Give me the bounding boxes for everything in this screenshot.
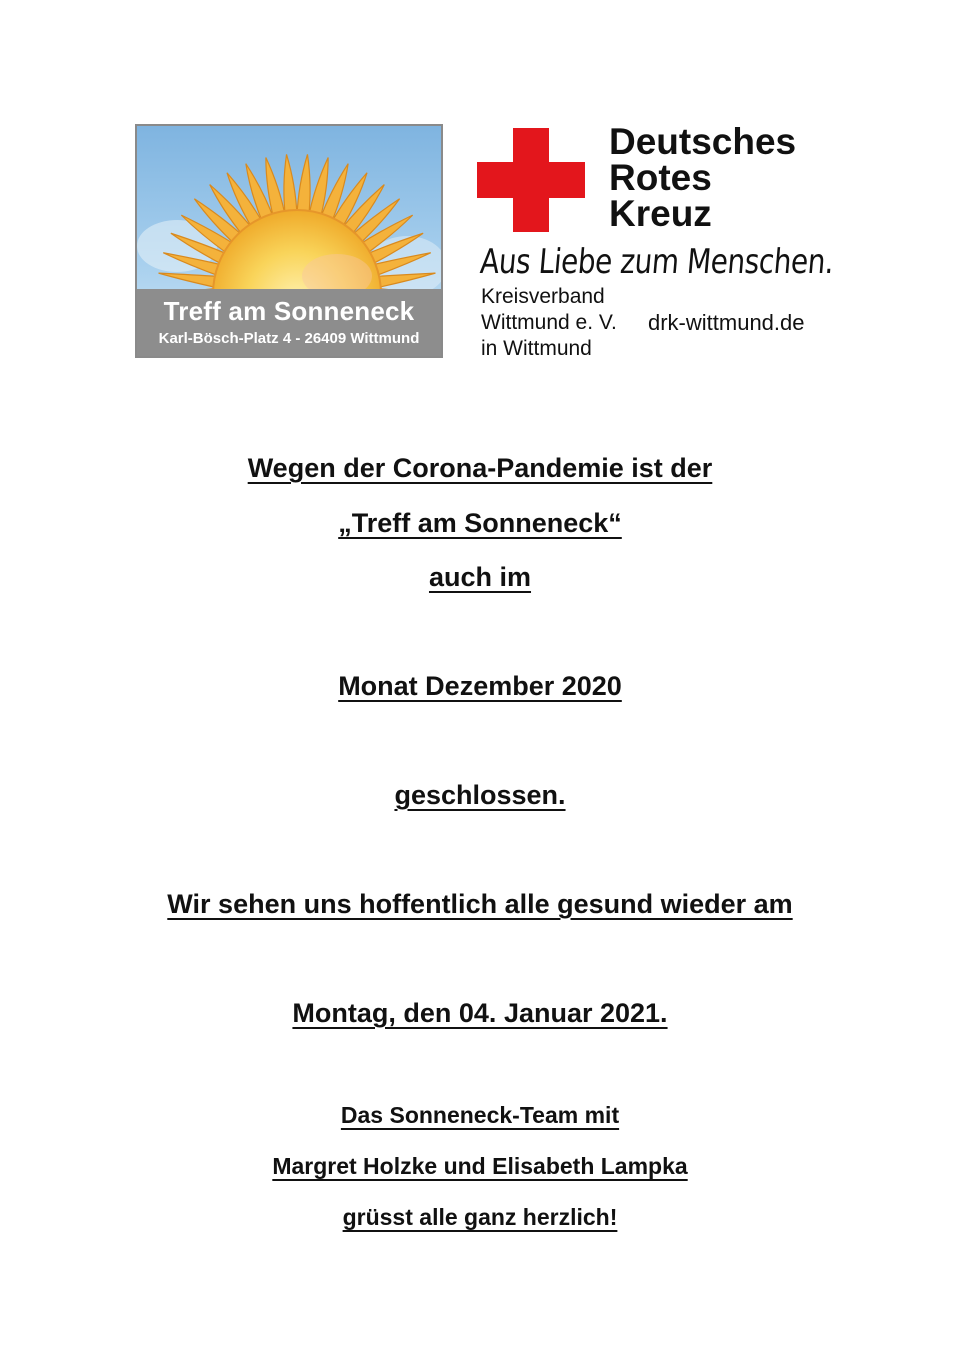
drk-name-line: Deutsches — [609, 121, 797, 162]
notice-line-3: auch im — [428, 562, 532, 592]
drk-name — [609, 121, 797, 234]
drk-association-line: in Wittmund — [481, 337, 592, 360]
drk-association-line: Kreisverband — [481, 285, 605, 308]
sonneneck-address: Karl-Bösch-Platz 4 - 26409 Wittmund — [158, 330, 420, 347]
sonneneck-name: Treff am Sonneneck — [163, 296, 415, 326]
signature-line-3: grüsst alle ganz herzlich! — [342, 1204, 618, 1230]
notice-line-1: Wegen der Corona-Pandemie ist der — [247, 453, 713, 483]
notice-month: Monat Dezember 2020 — [338, 671, 622, 701]
drk-association-line: Wittmund e. V. — [481, 311, 617, 334]
drk-association — [481, 284, 617, 362]
signature-line-1: Das Sonneneck-Team mit — [340, 1102, 620, 1128]
sonneneck-banner — [137, 289, 441, 356]
signature-line-2: Margret Holzke und Elisabeth Lampka — [272, 1153, 688, 1179]
notice-reopen-date: Montag, den 04. Januar 2021. — [292, 998, 668, 1028]
notice-closed: geschlossen. — [394, 780, 566, 810]
drk-name-line: Rotes — [609, 157, 712, 198]
drk-website: drk-wittmund.de — [648, 310, 805, 335]
red-cross-icon — [477, 128, 585, 232]
drk-slogan: Aus Liebe zum Menschen. — [478, 242, 836, 282]
notice-line-2: „Treff am Sonneneck“ — [338, 508, 622, 538]
notice-line-6: Wir sehen uns hoffentlich alle gesund wieder am — [167, 889, 793, 919]
drk-logo — [474, 121, 836, 364]
sonneneck-logo — [135, 124, 443, 358]
drk-name-line: Kreuz — [609, 193, 712, 234]
